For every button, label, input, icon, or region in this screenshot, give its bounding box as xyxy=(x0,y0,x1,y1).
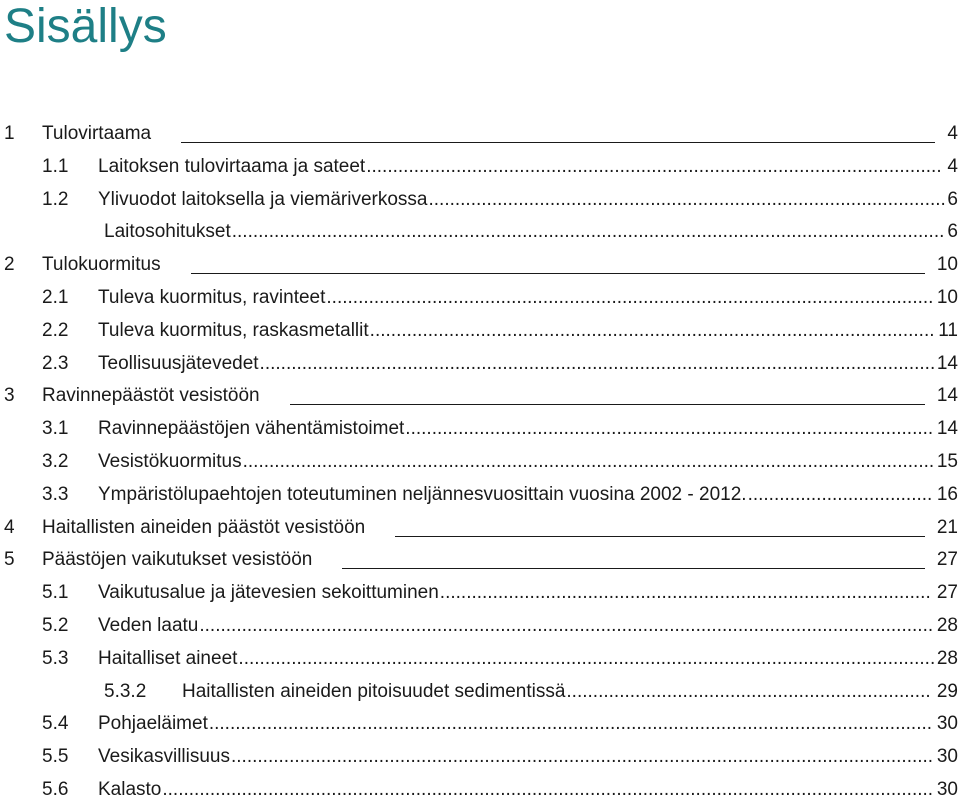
toc-entry-label: Haitalliset aineet xyxy=(98,647,238,669)
toc-entry-page: 29 xyxy=(936,680,958,702)
toc-leader-dots: .................................................................................................................................... xyxy=(238,647,936,669)
toc-leader-line xyxy=(191,273,925,274)
toc-entry-page: 10 xyxy=(936,254,958,276)
toc-entry-label: Veden laatu xyxy=(98,614,199,636)
toc-entry-label: Vaikutusalue ja jätevesien sekoittuminen xyxy=(98,582,439,604)
toc-entry[interactable] xyxy=(0,282,960,315)
toc-entry[interactable] xyxy=(0,151,960,184)
toc-entry[interactable] xyxy=(0,413,960,446)
toc-entry-number: 5.2 xyxy=(42,614,69,636)
toc-entry-number: 3.3 xyxy=(42,483,69,505)
toc-entry[interactable] xyxy=(0,348,960,381)
toc-entry-label: Päästöjen vaikutukset vesistöön xyxy=(42,549,313,571)
toc-entry[interactable] xyxy=(0,610,960,643)
toc-entry-page: 14 xyxy=(936,385,958,407)
toc-entry-number: 5 xyxy=(4,549,15,571)
toc-entry-number: 2.3 xyxy=(42,352,69,374)
toc-leader-dots: ............................................................................................................. xyxy=(366,155,942,177)
toc-entry-label: Tuleva kuormitus, ravinteet xyxy=(98,286,326,308)
toc-entry[interactable] xyxy=(0,741,960,774)
toc-leader-dots: ............................................................................................. xyxy=(439,582,931,604)
toc-entry[interactable] xyxy=(0,774,960,807)
toc-leader-dots: .................................................................................................................................................. xyxy=(162,778,934,800)
toc-entry-number: 5.3.2 xyxy=(104,680,147,702)
toc-entry[interactable] xyxy=(0,380,960,413)
toc-entry-page: 4 xyxy=(947,123,958,144)
toc-entry-number: 5.3 xyxy=(42,647,69,669)
toc-entry-label: Haitallisten aineiden pitoisuudet sedimentissä xyxy=(182,680,566,702)
toc-entry-label: Teollisuusjätevedet xyxy=(98,352,259,374)
toc-entry[interactable] xyxy=(0,479,960,512)
table-of-contents xyxy=(0,118,960,807)
toc-leader-line xyxy=(181,142,935,143)
toc-entry-page: 6 xyxy=(947,188,958,210)
toc-entry-label: Ravinnepäästöt vesistöön xyxy=(42,385,260,407)
toc-entry-label: Laitosohitukset xyxy=(104,221,231,243)
toc-entry-label: Ravinnepäästöjen vähentämistoimet xyxy=(98,418,405,440)
toc-entry-number: 3.2 xyxy=(42,450,69,472)
toc-leader-line xyxy=(342,568,924,569)
page-title: Sisällys xyxy=(4,0,167,53)
toc-entry-page: 14 xyxy=(936,352,958,374)
toc-entry-number: 5.6 xyxy=(42,778,69,800)
toc-entry-number: 2 xyxy=(4,254,15,276)
toc-leader-dots: ..................................................................... xyxy=(566,680,931,702)
toc-entry-number: 2.1 xyxy=(42,286,69,308)
toc-entry[interactable] xyxy=(0,676,960,709)
toc-entry-number: 2.2 xyxy=(42,319,69,341)
toc-leader-dots: ................................................................................................................................ xyxy=(259,352,936,374)
toc-leader-dots: .................................................................................................. xyxy=(428,188,946,210)
toc-entry-page: 27 xyxy=(936,582,958,604)
toc-entry[interactable] xyxy=(0,577,960,610)
toc-entry-label: Tuleva kuormitus, raskasmetallit xyxy=(98,319,369,341)
toc-entry[interactable] xyxy=(0,216,960,249)
toc-leader-dots: ........................................................................................................... xyxy=(369,319,935,341)
toc-entry[interactable] xyxy=(0,544,960,577)
toc-entry-page: 28 xyxy=(936,647,958,669)
toc-entry[interactable] xyxy=(0,643,960,676)
toc-entry-label: Ylivuodot laitoksella ja viemäriverkossa xyxy=(98,188,428,210)
toc-entry-number: 1.2 xyxy=(42,188,69,210)
toc-entry-page: 14 xyxy=(936,418,958,440)
toc-entry[interactable] xyxy=(0,184,960,217)
toc-leader-dots: ..................................................................................................................................... xyxy=(231,746,934,768)
toc-entry-number: 5.1 xyxy=(42,582,69,604)
toc-leader-dots: ......................................................................................................................................... xyxy=(208,713,933,735)
toc-entry-page: 21 xyxy=(936,516,958,538)
toc-leader-dots: ....................................................................................................................................... xyxy=(231,221,945,243)
toc-leader-dots: .................................................................................................... xyxy=(405,418,934,440)
toc-entry-label: Tulokuormitus xyxy=(42,254,161,276)
toc-entry[interactable] xyxy=(0,315,960,348)
toc-leader-dots: ................................................................................................................................... xyxy=(242,450,935,472)
toc-entry-page: 11 xyxy=(938,319,958,341)
toc-entry-label: Tulovirtaama xyxy=(42,123,152,144)
toc-entry[interactable] xyxy=(0,512,960,545)
toc-entry-page: 30 xyxy=(936,713,958,735)
toc-entry-label: Kalasto xyxy=(98,778,162,800)
toc-entry-number: 5.4 xyxy=(42,713,69,735)
toc-entry-label: Vesikasvillisuus xyxy=(98,746,230,768)
toc-entry-label: Pohjaeläimet xyxy=(98,713,208,735)
toc-entry-label: Haitallisten aineiden päästöt vesistöön xyxy=(42,516,366,538)
toc-entry-number: 4 xyxy=(4,516,15,538)
toc-entry-number: 3 xyxy=(4,385,15,407)
toc-leader-line xyxy=(290,404,925,405)
toc-entry-page: 16 xyxy=(936,483,958,505)
toc-entry-label: Ympäristölupaehtojen toteutuminen neljännesvuosittain vuosina 2002 - 2012. xyxy=(98,483,747,505)
toc-entry[interactable] xyxy=(0,708,960,741)
toc-leader-dots: ................................... xyxy=(747,483,933,505)
toc-entry-page: 27 xyxy=(936,549,958,571)
toc-entry-number: 3.1 xyxy=(42,418,69,440)
toc-entry-number: 1 xyxy=(4,123,15,144)
toc-entry-page: 4 xyxy=(947,155,958,177)
toc-entry-page: 30 xyxy=(936,746,958,768)
toc-entry-page: 30 xyxy=(936,778,958,800)
toc-leader-line xyxy=(395,536,925,537)
toc-entry[interactable] xyxy=(0,249,960,282)
toc-entry[interactable] xyxy=(0,118,960,151)
toc-entry[interactable] xyxy=(0,446,960,479)
toc-leader-dots: ........................................................................................................................................... xyxy=(199,614,934,636)
toc-entry-label: Vesistökuormitus xyxy=(98,450,242,472)
toc-entry-page: 28 xyxy=(936,614,958,636)
toc-entry-number: 5.5 xyxy=(42,746,69,768)
toc-entry-page: 15 xyxy=(936,450,958,472)
toc-leader-dots: ................................................................................................................... xyxy=(326,286,934,308)
toc-entry-page: 10 xyxy=(936,286,958,308)
toc-entry-number: 1.1 xyxy=(42,155,69,177)
toc-entry-page: 6 xyxy=(947,221,958,243)
toc-entry-label: Laitoksen tulovirtaama ja sateet xyxy=(98,155,366,177)
